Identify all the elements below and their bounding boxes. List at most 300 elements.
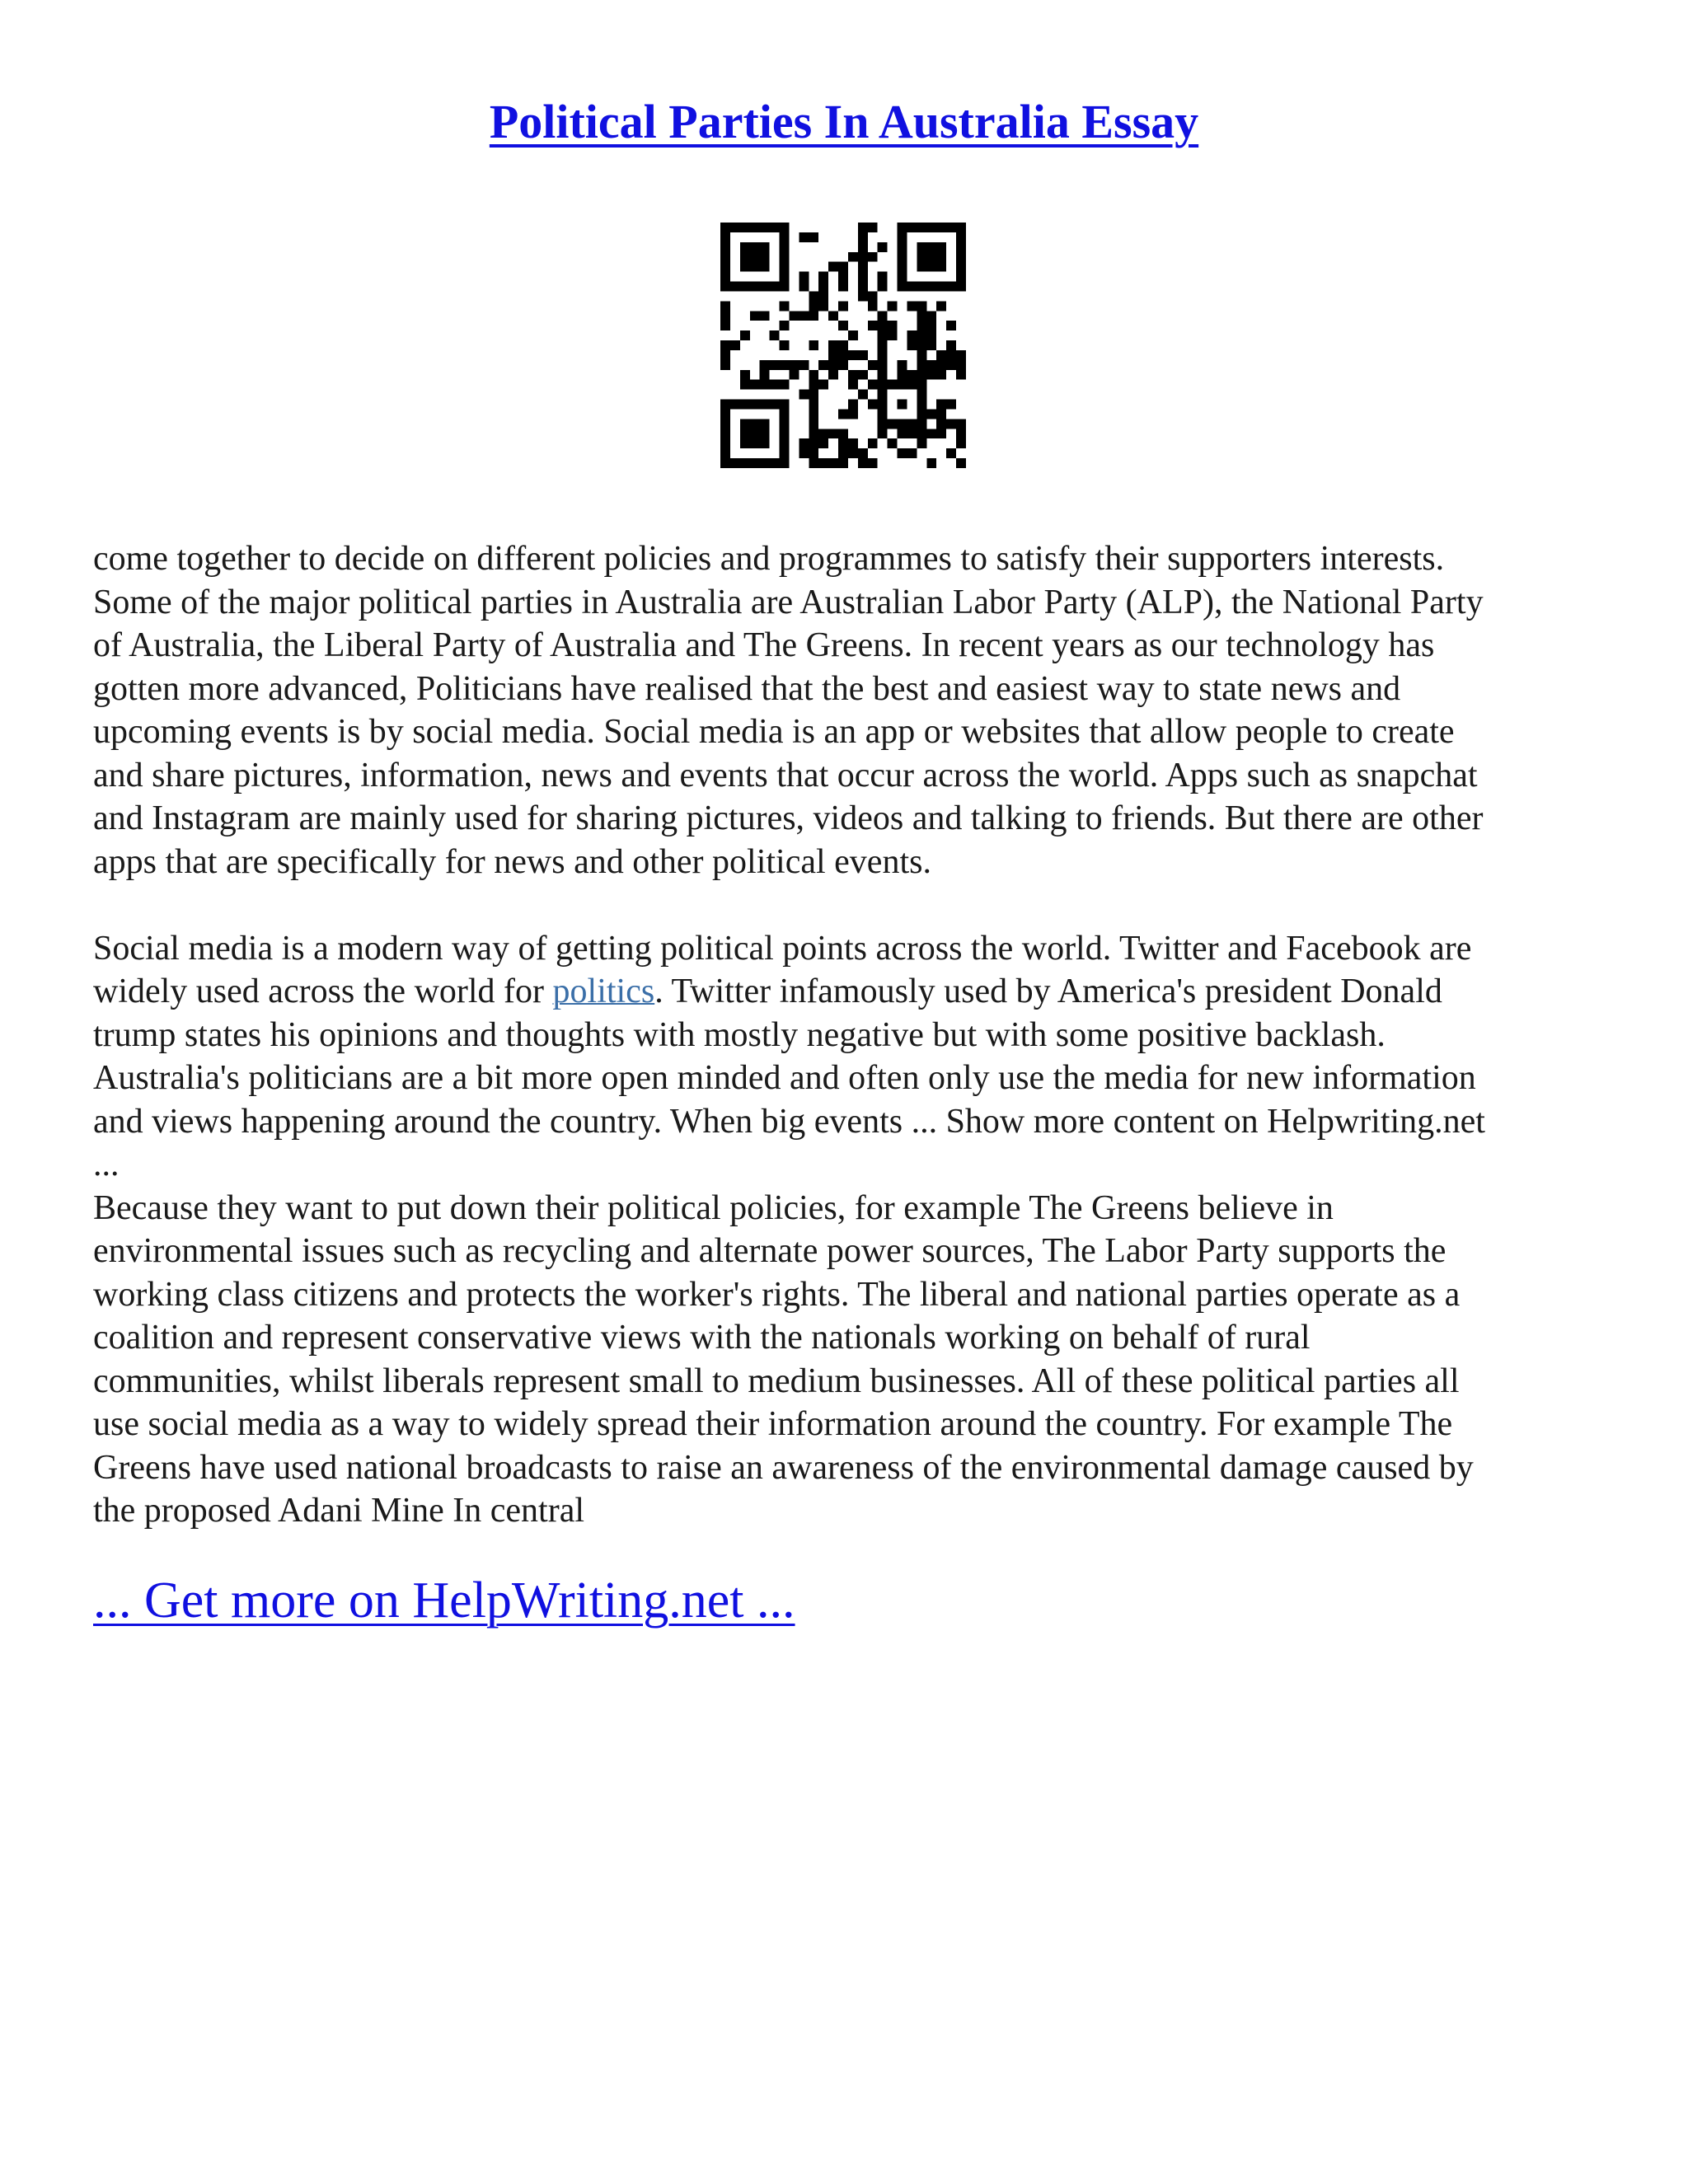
qr-module (818, 282, 828, 292)
qr-module (917, 438, 926, 448)
qr-module (917, 350, 926, 360)
qr-module (799, 282, 809, 292)
qr-module (917, 380, 926, 390)
qr-module (828, 429, 838, 438)
qr-module (946, 223, 956, 232)
qr-module (828, 311, 838, 321)
qr-module (760, 370, 770, 380)
qr-module (858, 282, 868, 292)
qr-module (868, 380, 878, 390)
qr-module (956, 262, 966, 272)
qr-module (770, 330, 780, 340)
qr-module (936, 242, 946, 252)
qr-module (956, 242, 966, 252)
qr-module (946, 419, 956, 429)
qr-module (917, 242, 926, 252)
qr-module (818, 380, 828, 390)
qr-module (936, 350, 946, 360)
qr-module (878, 340, 888, 350)
essay-body (93, 537, 1601, 1533)
qr-module (926, 223, 936, 232)
qr-module (809, 419, 818, 429)
qr-module (898, 419, 907, 429)
qr-module (730, 282, 740, 292)
qr-module (917, 419, 926, 429)
qr-module (848, 448, 858, 458)
qr-module (848, 252, 858, 262)
qr-module (780, 321, 790, 330)
qr-module (720, 409, 730, 419)
qr-module (868, 400, 878, 410)
qr-module (720, 301, 730, 311)
qr-module (917, 360, 926, 370)
qr-module (720, 419, 730, 429)
qr-module (730, 340, 740, 350)
qr-module (799, 448, 809, 458)
qr-module (720, 223, 730, 232)
qr-module (720, 252, 730, 262)
qr-module (868, 223, 878, 232)
qr-module (730, 458, 740, 468)
qr-module (720, 448, 730, 458)
qr-module (780, 272, 790, 282)
qr-module (740, 262, 750, 272)
qr-module (878, 272, 888, 282)
qr-module (760, 429, 770, 438)
qr-module (848, 409, 858, 419)
qr-module (838, 409, 848, 419)
qr-module (720, 282, 730, 292)
qr-module (898, 242, 907, 252)
qr-module (878, 390, 888, 400)
qr-module (946, 350, 956, 360)
qr-module (760, 262, 770, 272)
qr-module (760, 223, 770, 232)
qr-module (858, 390, 868, 400)
qr-module (750, 262, 760, 272)
qr-module (780, 301, 790, 311)
qr-module (750, 223, 760, 232)
qr-module (720, 429, 730, 438)
qr-module (907, 301, 917, 311)
qr-module (780, 242, 790, 252)
qr-module (917, 321, 926, 330)
qr-module (858, 252, 868, 262)
qr-module (878, 282, 888, 292)
qr-module (760, 360, 770, 370)
qr-module (750, 252, 760, 262)
qr-module (799, 311, 809, 321)
qr-module (926, 360, 936, 370)
qr-module (956, 223, 966, 232)
qr-module (858, 272, 868, 282)
qr-module (809, 400, 818, 410)
qr-module (926, 262, 936, 272)
qr-module (720, 458, 730, 468)
qr-module (828, 458, 838, 468)
qr-module (770, 360, 780, 370)
qr-module (780, 419, 790, 429)
qr-module (936, 370, 946, 380)
qr-module (917, 370, 926, 380)
get-more-link[interactable]: ... Get more on HelpWriting.net ... (93, 1572, 795, 1629)
qr-module (917, 223, 926, 232)
qr-module (720, 360, 730, 370)
qr-module (809, 291, 818, 301)
qr-module (898, 232, 907, 242)
qr-module (907, 223, 917, 232)
qr-module (780, 252, 790, 262)
qr-module (750, 400, 760, 410)
qr-module (956, 272, 966, 282)
qr-module (898, 252, 907, 262)
qr-module (936, 360, 946, 370)
qr-module (878, 429, 888, 438)
qr-module (848, 438, 858, 448)
qr-module (770, 380, 780, 390)
qr-module (898, 360, 907, 370)
qr-module (936, 262, 946, 272)
qr-module (750, 242, 760, 252)
qr-module (838, 321, 848, 330)
qr-module (956, 429, 966, 438)
qr-module (740, 252, 750, 262)
qr-module (878, 370, 888, 380)
qr-module (770, 400, 780, 410)
qr-module (720, 262, 730, 272)
qr-module (898, 400, 907, 410)
qr-module (917, 301, 926, 311)
qr-module (907, 282, 917, 292)
qr-module (858, 262, 868, 272)
qr-module (858, 291, 868, 301)
qr-module (818, 272, 828, 282)
qr-module (956, 360, 966, 370)
qr-module (926, 282, 936, 292)
qr-module (888, 330, 898, 340)
qr-module (848, 400, 858, 410)
qr-module (888, 301, 898, 311)
qr-module (926, 242, 936, 252)
qr-module (740, 370, 750, 380)
qr-module (780, 400, 790, 410)
qr-module (926, 330, 936, 340)
qr-module (740, 282, 750, 292)
qr-module (809, 448, 818, 458)
qr-module (838, 360, 848, 370)
qr-module (917, 409, 926, 419)
qr-module (828, 262, 838, 272)
qr-module (956, 438, 966, 448)
qr-module (917, 340, 926, 350)
qr-module (878, 350, 888, 360)
qr-module (740, 458, 750, 468)
qr-module (750, 311, 760, 321)
qr-module (858, 223, 868, 232)
qr-module (799, 360, 809, 370)
qr-module (799, 232, 809, 242)
qr-module (917, 400, 926, 410)
qr-module (780, 438, 790, 448)
qr-module (917, 282, 926, 292)
qr-module (936, 223, 946, 232)
qr-module (946, 448, 956, 458)
qr-module (888, 321, 898, 330)
qr-module (936, 301, 946, 311)
qr-module (780, 409, 790, 419)
qr-module (740, 242, 750, 252)
qr-module (838, 448, 848, 458)
paragraph-1: come together to decide on different policies and programmes to satisfy their supporters interests. Some of the major political parties in Australia are Australian Labor Party (ALP), the National Party of Australia, the Liberal Party of Australia and The Greens. In recent years as our technology has gotten more advanced, Politicians have realised that the best and easiest way to state news and upcoming events is by social media. Social media is an app or websites that allow people to create and share pictures, information, news and events that occur across the world. Apps such as snapchat and Instagram are mainly used for sharing pictures, videos and talking to friends. But there are other apps that are specifically for news and other political events. (93, 540, 1484, 881)
qr-module (868, 252, 878, 262)
qr-module (946, 282, 956, 292)
qr-module (809, 429, 818, 438)
qr-module (878, 409, 888, 419)
qr-module (838, 262, 848, 272)
qr-module (780, 282, 790, 292)
qr-module (760, 380, 770, 390)
qr-module (780, 448, 790, 458)
qr-module (740, 380, 750, 390)
qr-module (878, 242, 888, 252)
qr-module (868, 291, 878, 301)
qr-module (770, 282, 780, 292)
qr-module (888, 380, 898, 390)
qr-module (740, 330, 750, 340)
qr-module (956, 350, 966, 360)
qr-module (936, 400, 946, 410)
qr-module (818, 458, 828, 468)
qr-module (848, 380, 858, 390)
qr-module (907, 419, 917, 429)
qr-module (898, 370, 907, 380)
title-link[interactable]: Political Parties In Australia Essay (489, 95, 1199, 148)
qr-module (956, 419, 966, 429)
qr-module (858, 232, 868, 242)
qr-module (809, 340, 818, 350)
qr-module (926, 340, 936, 350)
qr-module (809, 438, 818, 448)
qr-module (720, 400, 730, 410)
qr-module (936, 429, 946, 438)
qr-module (720, 272, 730, 282)
page-title (0, 89, 1688, 155)
qr-module (907, 429, 917, 438)
qr-module (838, 429, 848, 438)
qr-module (799, 390, 809, 400)
qr-module (789, 360, 799, 370)
qr-module (780, 380, 790, 390)
qr-module (720, 340, 730, 350)
qr-module (956, 370, 966, 380)
qr-module (858, 458, 868, 468)
qr-module (720, 350, 730, 360)
qr-module (888, 419, 898, 429)
qr-module (740, 223, 750, 232)
qr-module (750, 429, 760, 438)
qr-module (809, 370, 818, 380)
qr-module (809, 232, 818, 242)
qr-module (750, 458, 760, 468)
qr-module (926, 252, 936, 262)
qr-module (868, 360, 878, 370)
qr-module (917, 330, 926, 340)
qr-module (760, 242, 770, 252)
qr-module (780, 223, 790, 232)
qr-module (818, 360, 828, 370)
qr-module (956, 282, 966, 292)
qr-module (878, 419, 888, 429)
qr-code-icon (720, 223, 966, 468)
qr-module (780, 458, 790, 468)
qr-module (878, 380, 888, 390)
qr-module (828, 350, 838, 360)
qr-module (926, 311, 936, 321)
qr-module (809, 311, 818, 321)
qr-module (907, 448, 917, 458)
qr-module (750, 282, 760, 292)
paragraph-2 (93, 927, 1601, 1187)
qr-module (956, 458, 966, 468)
qr-module (828, 340, 838, 350)
qr-module (818, 438, 828, 448)
qr-module (907, 340, 917, 350)
qr-module (720, 311, 730, 321)
qr-module (878, 330, 888, 340)
qr-module (926, 429, 936, 438)
qr-module (946, 400, 956, 410)
qr-module (917, 262, 926, 272)
qr-module (878, 400, 888, 410)
qr-module (838, 301, 848, 311)
qr-module (956, 232, 966, 242)
qr-module (926, 370, 936, 380)
qr-module (878, 311, 888, 321)
qr-module (946, 321, 956, 330)
qr-module (809, 390, 818, 400)
qr-module (868, 438, 878, 448)
qr-module (799, 272, 809, 282)
qr-module (926, 458, 936, 468)
qr-module (780, 360, 790, 370)
qr-module (770, 223, 780, 232)
qr-module (740, 438, 750, 448)
qr-module (848, 370, 858, 380)
qr-module (740, 429, 750, 438)
qr-module (809, 409, 818, 419)
qr-module (838, 438, 848, 448)
qr-module (888, 438, 898, 448)
paragraph-3: Because they want to put down their political policies, for example The Greens believe in environmental issues such as recycling and alternate power sources, The Labor Party supports the working class citizens and protects the worker's rights. The liberal and national parties operate as a coalition and represent conservative views with the nationals working on behalf of rural communities, whilst liberals represent small to medium businesses. All of these political parties all use social media as a way to widely spread their information around the country. For example The Greens have used national broadcasts to raise an awareness of the environmental damage caused by the proposed Adani Mine In central (93, 1188, 1474, 1530)
qr-module (809, 458, 818, 468)
qr-module (730, 223, 740, 232)
qr-module (740, 419, 750, 429)
qr-module (760, 400, 770, 410)
qr-module (789, 311, 799, 321)
get-more-container (93, 1568, 795, 1633)
qr-module (818, 429, 828, 438)
qr-module (780, 262, 790, 272)
qr-module (720, 242, 730, 252)
qr-module (858, 448, 868, 458)
qr-module (780, 340, 790, 350)
qr-module (720, 232, 730, 242)
qr-module (780, 232, 790, 242)
qr-module (760, 282, 770, 292)
qr-module (917, 252, 926, 262)
qr-module (789, 370, 799, 380)
qr-module (898, 380, 907, 390)
qr-module (936, 409, 946, 419)
qr-module (898, 272, 907, 282)
qr-module (780, 429, 790, 438)
qr-module (809, 301, 818, 311)
qr-module (760, 252, 770, 262)
qr-module (868, 321, 878, 330)
qr-module (907, 380, 917, 390)
qr-module (750, 419, 760, 429)
qr-module (858, 350, 868, 360)
qr-module (907, 330, 917, 340)
qr-module (868, 458, 878, 468)
qr-module (760, 311, 770, 321)
qr-module (898, 223, 907, 232)
qr-module (898, 429, 907, 438)
qr-module (898, 282, 907, 292)
politics-link[interactable]: politics (552, 972, 655, 1010)
qr-module (926, 409, 936, 419)
qr-module (770, 458, 780, 468)
qr-module (809, 380, 818, 390)
qr-module (946, 360, 956, 370)
qr-module (760, 458, 770, 468)
qr-module (898, 448, 907, 458)
qr-module (946, 340, 956, 350)
qr-module (878, 360, 888, 370)
qr-module (838, 458, 848, 468)
qr-module (760, 438, 770, 448)
qr-module (917, 311, 926, 321)
qr-module (750, 380, 760, 390)
qr-module (720, 438, 730, 448)
qr-module (828, 370, 838, 380)
paragraph-2-start: Social media is a modern way of getting political points across the world. Twitter and Facebook are widely used across the world for (93, 929, 1472, 1010)
qr-module (838, 350, 848, 360)
qr-module (868, 301, 878, 311)
qr-module (818, 291, 828, 301)
qr-module (878, 321, 888, 330)
qr-module (936, 419, 946, 429)
qr-module (898, 262, 907, 272)
qr-module (917, 390, 926, 400)
qr-module (936, 282, 946, 292)
qr-module (858, 242, 868, 252)
qr-module (838, 340, 848, 350)
qr-module (907, 370, 917, 380)
qr-module (848, 330, 858, 340)
qr-module (730, 400, 740, 410)
qr-module (760, 419, 770, 429)
qr-module (799, 438, 809, 448)
qr-module (936, 252, 946, 262)
qr-module (917, 429, 926, 438)
qr-module (858, 370, 868, 380)
qr-module (750, 438, 760, 448)
qr-module (956, 252, 966, 262)
qr-module (838, 282, 848, 292)
paragraph-2-end: . Twitter infamously used by America's president Donald trump states his opinions and thoughts with mostly negative but with some positive backlash. Australia's politicians are a bit more open minded and often only use the media for new information and views happening around the country. When big events ... Show more content on Helpwriting.net ... (93, 972, 1485, 1183)
qr-module (740, 400, 750, 410)
